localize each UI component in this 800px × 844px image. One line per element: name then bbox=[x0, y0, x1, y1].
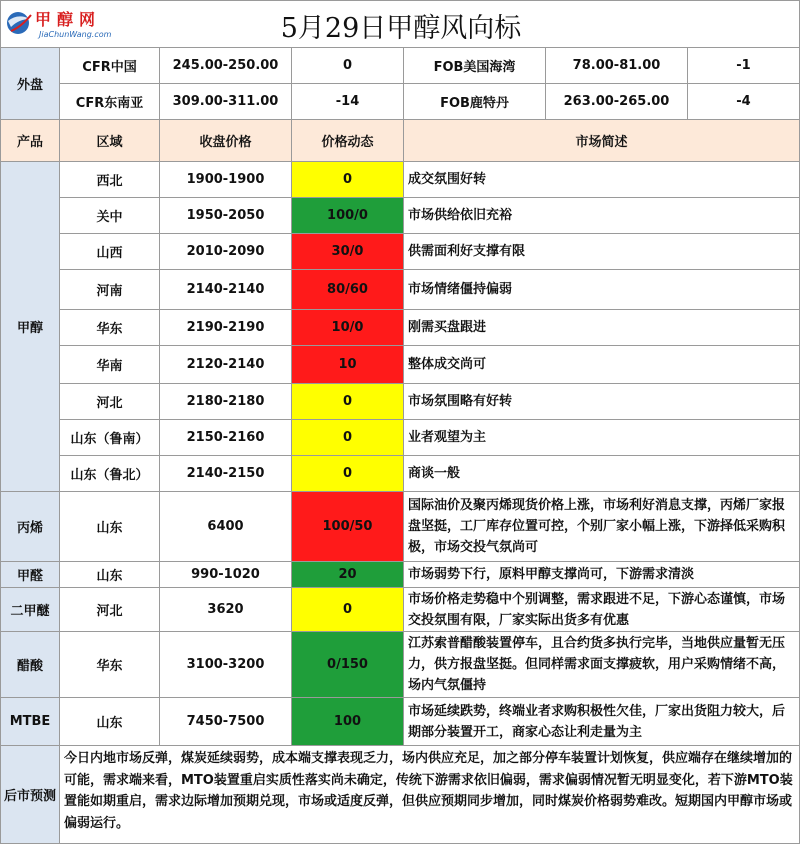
price-cell: 2140-2140 bbox=[160, 270, 292, 310]
region-cell: 关中 bbox=[60, 198, 160, 234]
external-price: 309.00-311.00 bbox=[160, 84, 292, 120]
price-move-cell: 0 bbox=[292, 588, 404, 632]
price-move-cell: 80/60 bbox=[292, 270, 404, 310]
region-cell: 山东 bbox=[60, 492, 160, 562]
price-cell: 2010-2090 bbox=[160, 234, 292, 270]
market-desc-cell: 业者观望为主 bbox=[404, 420, 800, 456]
region-cell: 华南 bbox=[60, 346, 160, 384]
external-price: 78.00-81.00 bbox=[546, 48, 688, 84]
price-cell: 3100-3200 bbox=[160, 632, 292, 698]
column-header-product: 产品 bbox=[0, 120, 60, 162]
price-move-cell: 10/0 bbox=[292, 310, 404, 346]
column-header-close-price: 收盘价格 bbox=[160, 120, 292, 162]
market-desc-cell: 市场弱势下行，原料甲醇支撑尚可，下游需求清淡 bbox=[404, 562, 800, 588]
external-name: CFR中国 bbox=[60, 48, 160, 84]
region-cell: 河南 bbox=[60, 270, 160, 310]
external-market-label: 外盘 bbox=[0, 48, 60, 120]
forecast-label: 后市预测 bbox=[0, 746, 60, 844]
price-move-cell: 0 bbox=[292, 384, 404, 420]
price-cell: 6400 bbox=[160, 492, 292, 562]
external-change: 0 bbox=[292, 48, 404, 84]
column-header-market-desc: 市场简述 bbox=[404, 120, 800, 162]
region-cell: 河北 bbox=[60, 384, 160, 420]
price-cell: 7450-7500 bbox=[160, 698, 292, 746]
region-cell: 西北 bbox=[60, 162, 160, 198]
column-header-region: 区域 bbox=[60, 120, 160, 162]
region-cell: 华东 bbox=[60, 310, 160, 346]
price-move-cell: 0 bbox=[292, 456, 404, 492]
product-label: 甲醛 bbox=[0, 562, 60, 588]
external-price: 245.00-250.00 bbox=[160, 48, 292, 84]
market-desc-cell: 国际油价及聚丙烯现货价格上涨，市场利好消息支撑，丙烯厂家报盘坚挺，工厂库存位置可控，个别厂家小幅上涨，下游择低采购积极，市场交投气氛尚可 bbox=[404, 492, 800, 562]
price-move-cell: 10 bbox=[292, 346, 404, 384]
market-desc-cell: 成交氛围好转 bbox=[404, 162, 800, 198]
external-name: CFR东南亚 bbox=[60, 84, 160, 120]
market-desc-cell: 市场价格走势稳中个别调整，需求跟进不足，下游心态谨慎，市场交投氛围有限，厂家实际出货多有优惠 bbox=[404, 588, 800, 632]
market-desc-cell: 市场供给依旧充裕 bbox=[404, 198, 800, 234]
price-move-cell: 0/150 bbox=[292, 632, 404, 698]
market-desc-cell: 市场延续跌势，终端业者求购积极性欠佳，厂家出货阻力较大，后期部分装置开工，商家心态让利走量为主 bbox=[404, 698, 800, 746]
region-cell: 山西 bbox=[60, 234, 160, 270]
price-cell: 2120-2140 bbox=[160, 346, 292, 384]
sheet-header bbox=[0, 0, 800, 48]
product-label: 二甲醚 bbox=[0, 588, 60, 632]
market-desc-cell: 商谈一般 bbox=[404, 456, 800, 492]
price-move-cell: 100 bbox=[292, 698, 404, 746]
price-cell: 1950-2050 bbox=[160, 198, 292, 234]
price-cell: 2190-2190 bbox=[160, 310, 292, 346]
product-label: MTBE bbox=[0, 698, 60, 746]
product-label: 甲醇 bbox=[0, 162, 60, 492]
column-header-price-move: 价格动态 bbox=[292, 120, 404, 162]
external-change: -14 bbox=[292, 84, 404, 120]
price-move-cell: 30/0 bbox=[292, 234, 404, 270]
external-price: 263.00-265.00 bbox=[546, 84, 688, 120]
logo-text: 甲醇网 bbox=[35, 10, 102, 29]
region-cell: 山东（鲁北） bbox=[60, 456, 160, 492]
external-name: FOB美国海湾 bbox=[404, 48, 546, 84]
price-cell: 1900-1900 bbox=[160, 162, 292, 198]
external-change: -4 bbox=[688, 84, 800, 120]
price-cell: 990-1020 bbox=[160, 562, 292, 588]
logo-url: JiaChunWang.com bbox=[39, 30, 112, 39]
market-desc-cell: 市场情绪僵持偏弱 bbox=[404, 270, 800, 310]
price-cell: 2180-2180 bbox=[160, 384, 292, 420]
product-label: 醋酸 bbox=[0, 632, 60, 698]
product-label: 丙烯 bbox=[0, 492, 60, 562]
region-cell: 山东 bbox=[60, 562, 160, 588]
market-desc-cell: 江苏索普醋酸装置停车，且合约货多执行完毕，当地供应量暂无压力，供方报盘坚挺。但同样需求面支撑疲软，用户采购情绪不高，场内气氛僵持 bbox=[404, 632, 800, 698]
price-cell: 2150-2160 bbox=[160, 420, 292, 456]
price-move-cell: 20 bbox=[292, 562, 404, 588]
region-cell: 山东 bbox=[60, 698, 160, 746]
market-desc-cell: 整体成交尚可 bbox=[404, 346, 800, 384]
market-desc-cell: 刚需买盘跟进 bbox=[404, 310, 800, 346]
market-desc-cell: 供需面利好支撑有限 bbox=[404, 234, 800, 270]
price-move-cell: 0 bbox=[292, 162, 404, 198]
price-move-cell: 100/0 bbox=[292, 198, 404, 234]
external-name: FOB鹿特丹 bbox=[404, 84, 546, 120]
price-cell: 3620 bbox=[160, 588, 292, 632]
page-title: 5月29日甲醇风向标 bbox=[280, 12, 522, 44]
external-change: -1 bbox=[688, 48, 800, 84]
region-cell: 山东（鲁南） bbox=[60, 420, 160, 456]
region-cell: 华东 bbox=[60, 632, 160, 698]
price-move-cell: 0 bbox=[292, 420, 404, 456]
forecast-text: 今日内地市场反弹，煤炭延续弱势，成本端支撑表现乏力，场内供应充足，加之部分停车装置计划恢复，供应端存在继续增加的可能，需求端来看，MTO装置重启实质性落实尚未确定，传统下游需求依旧偏弱，需求偏弱情况暂无明显变化，若下游MTO装置能如期重启，需求边际增加预期兑现，市场或适度反弹，但供应预期同步增加，同时煤炭价格弱势难改。短期国内甲醇市场或偏弱运行。 bbox=[60, 746, 800, 844]
price-move-cell: 100/50 bbox=[292, 492, 404, 562]
price-cell: 2140-2150 bbox=[160, 456, 292, 492]
region-cell: 河北 bbox=[60, 588, 160, 632]
market-desc-cell: 市场氛围略有好转 bbox=[404, 384, 800, 420]
